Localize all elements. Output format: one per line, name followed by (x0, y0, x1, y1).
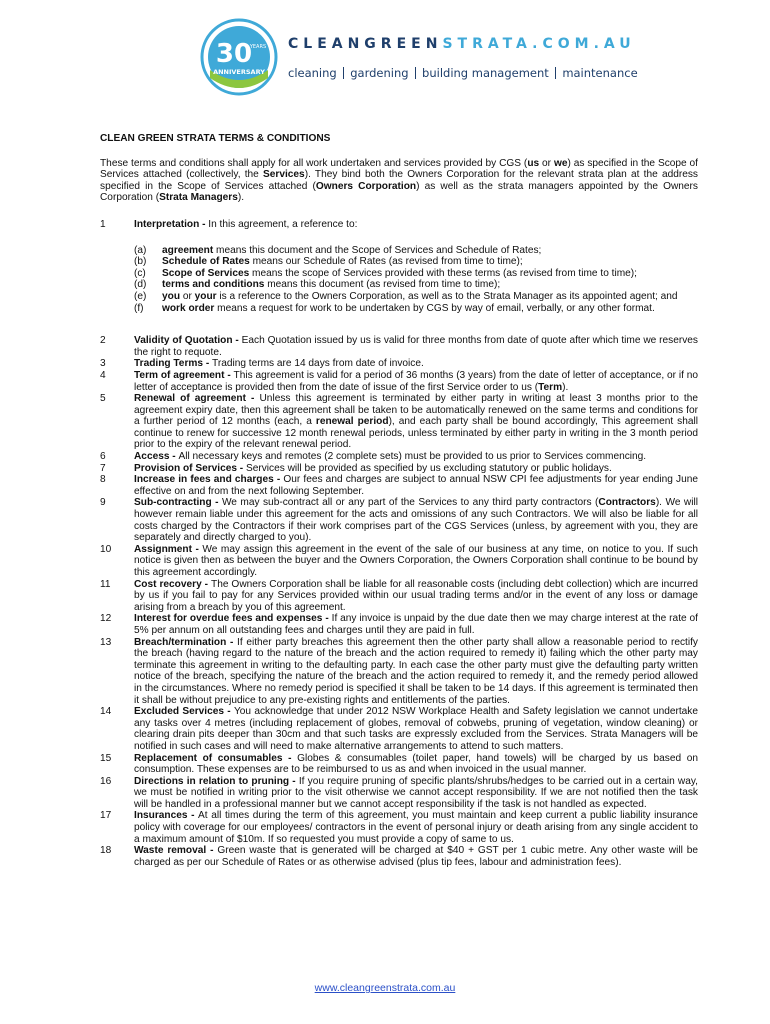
clause-number: 1 (100, 218, 106, 230)
clause-6: 6 Access - All necessary keys and remotes (2 complete sets) must be provided to us prior to Services commencing. (100, 451, 647, 463)
clause-18: 18 Waste removal - Green waste that is generated will be charged at $40 + GST per 1 cubic metre. Any other waste will be charged as per our Schedule of Rates or as otherwise advised (plus tip fees, labour and administration fees). (100, 845, 699, 868)
clause-15: 15 Replacement of consumables - Globes & consumables (toilet paper, hand towels) will be charged by us based on consumption. These expenses are to be reimbursed to us as and when invoiced in the usual manner. (100, 752, 698, 776)
brand-part-2: STRATA.COM.AU (442, 36, 636, 52)
logo-number: 30 (215, 39, 253, 69)
service-divider (555, 67, 557, 79)
clause-11: 11 Cost recovery - The Owners Corporation shall be liable for all reasonable costs (including debt collection) which are incurred by us if you fail to pay for any Services provided within our usual trading terms and/or in the event of any loss or damage arising from a breach by you of this agreement. (100, 578, 698, 613)
service-divider (415, 67, 417, 79)
brand-name (288, 36, 636, 52)
definition-item: (a) agreement means this document and the Scope of Services and Schedule of Rates; (134, 244, 542, 256)
clause-3: 3 Trading Terms - Trading terms are 14 days from date of invoice. (100, 358, 424, 370)
service-cleaning: cleaning (288, 66, 337, 80)
service-list (288, 66, 638, 80)
clause-9: 9 Sub-contracting - We may sub-contract all or any part of the Services to any third party contractors (Contractors). We will however remain liable under this agreement for the acts and omissions of any such Contractors. We will also be liable for all costs charged by the Contractors if their work comprises part of the CGS Services (unless, by agreement with you, they are separately and directly charged to you). (100, 497, 698, 544)
clause-12: 12 Interest for overdue fees and expenses - If any invoice is unpaid by the due date then we may charge interest at the rate of 5% per annum on all outstanding fees and charges until they are paid in full. (100, 613, 698, 636)
clause-8: 8 Increase in fees and charges - Our fees and charges are subject to annual NSW CPI fee adjustments for year ending June effective on and from the next following September. (100, 474, 698, 497)
clause-5: 5 Renewal of agreement - Unless this agreement is terminated by either party in writing at least 3 months prior to the agreement expiry date, then this agreement shall be taken to be automatically renewed on the same terms and conditions for a further period of 12 months (each, a renewal period), and each party shall be bound accordingly, This agreement shall continue to renew for successive 12 month renewal periods, unless terminated by either party in writing in the 3 month period prior to the expiry of the relevant renewal period. (100, 393, 698, 451)
clause-13: 13 Breach/termination - If either party breaches this agreement then the other party shall allow a reasonable period to rectify the breach (having regard to the nature of the breach and the action required to remedy it) failing which the other party may terminate this agreement in writing to the defaulting party. In each case the other party must give the defaulting party written notice of the breach, specifying the nature of the breach and the action required to remedy it, and the remedy period allowed in the circumstances. Where no remedy period is specified it shall be taken to be 14 days. If this agreement is terminated then it shall be without prejudice to any pre-existing rights and entitlements of the parties. (100, 636, 698, 706)
clause-7: 7 Provision of Services - Services will be provided as specified by us excluding statutory or public holidays. (100, 462, 612, 474)
clause-17: 17 Insurances - At all times during the term of this agreement, you must maintain and keep current a public liability insurance policy with coverage for our employees/ contractors in the event of personal injury or death arising from any single accident to a maximum amount of $10m. If so requested you must provide a copy of same to us. (100, 810, 698, 845)
website-link[interactable]: www.cleangreenstrata.com.au (314, 982, 456, 994)
clause-14: 14 Excluded Services - You acknowledge that under 2012 NSW Workplace Health and Safety legislation we cannot undertake any tasks over 4 metres (including replacement of globes, removal of cobwebs, pruning of vegetation, window cleaning) or clearing drain pits deeper than 30cm and that such tasks are expressly excluded from the Services. Strata Managers will be notified in such cases and will need to make alternative arrangements to attend to such matters. (100, 706, 698, 752)
definition-item: (b) Schedule of Rates means our Schedule of Rates (as revised from time to time); (134, 256, 523, 268)
definition-item: (d) terms and conditions means this document (as revised from time to time); (134, 279, 501, 291)
definition-item: (f) work order means a request for work to be undertaken by CGS by way of email, verbally, or any other format. (134, 302, 655, 314)
document-title: CLEAN GREEN STRATA TERMS & CONDITIONS (100, 133, 331, 144)
logo-label: ANNIVERSARY (213, 68, 265, 76)
terms-document (100, 133, 698, 868)
anniversary-logo-icon (200, 18, 278, 96)
definitions-list (134, 245, 698, 315)
brand-part-1: CLEANGREEN (288, 36, 443, 52)
clause-2: 2 Validity of Quotation - Each Quotation issued by us is valid for three months from date of quote after which time we reserves the right to requote. (100, 335, 698, 358)
clause-1: 1 Interpretation - In this agreement, a reference to: (100, 218, 358, 230)
logo-years: YEARS (249, 44, 267, 50)
intro-paragraph: These terms and conditions shall apply for all work undertaken and services provided by CGS (us or we) as specified in the Scope of Services attached (collectively, the Services). They bind both the Owners Corporation for the relevant strata plan at the address specified in the Scope of Services attached (Owners Corporation) as well as the strata managers appointed by the Owners Corporation (Strata Managers). (100, 157, 698, 204)
clause-16: 16 Directions in relation to pruning - If you require pruning of specific plants/shrubs/hedges to be carried out in a certain way, we must be notified in writing prior to the visit otherwise we cannot accept responsibility. If we are not notified then the task will be handled in a professional manner but we cannot accept responsibility if the task is not handled as expected. (100, 775, 698, 810)
page-header (200, 18, 638, 98)
clause-4: 4 Term of agreement - This agreement is valid for a period of 36 months (3 years) from the date of letter of acceptance, or if no letter of acceptance is provided then from the date of issue of the first Service order to us (Term). (100, 369, 699, 393)
definition-item: (e) you or your is a reference to the Owners Corporation, as well as to the Strata Manager as its appointed agent; and (134, 290, 678, 302)
service-gardening: gardening (350, 66, 409, 80)
clause-10: 10 Assignment - We may assign this agreement in the event of the sale of our business at any time, on notice to you. If such notice is given then as between the buyer and the Owners Corporation, the Owners Corporation shall continue to be bound by this agreement accordingly. (100, 543, 698, 578)
service-maintenance: maintenance (562, 66, 638, 80)
service-divider (343, 67, 345, 79)
definition-item: (c) Scope of Services means the scope of Services provided with these terms (as revised from time to time); (134, 267, 637, 279)
service-building-management: building management (422, 66, 549, 80)
